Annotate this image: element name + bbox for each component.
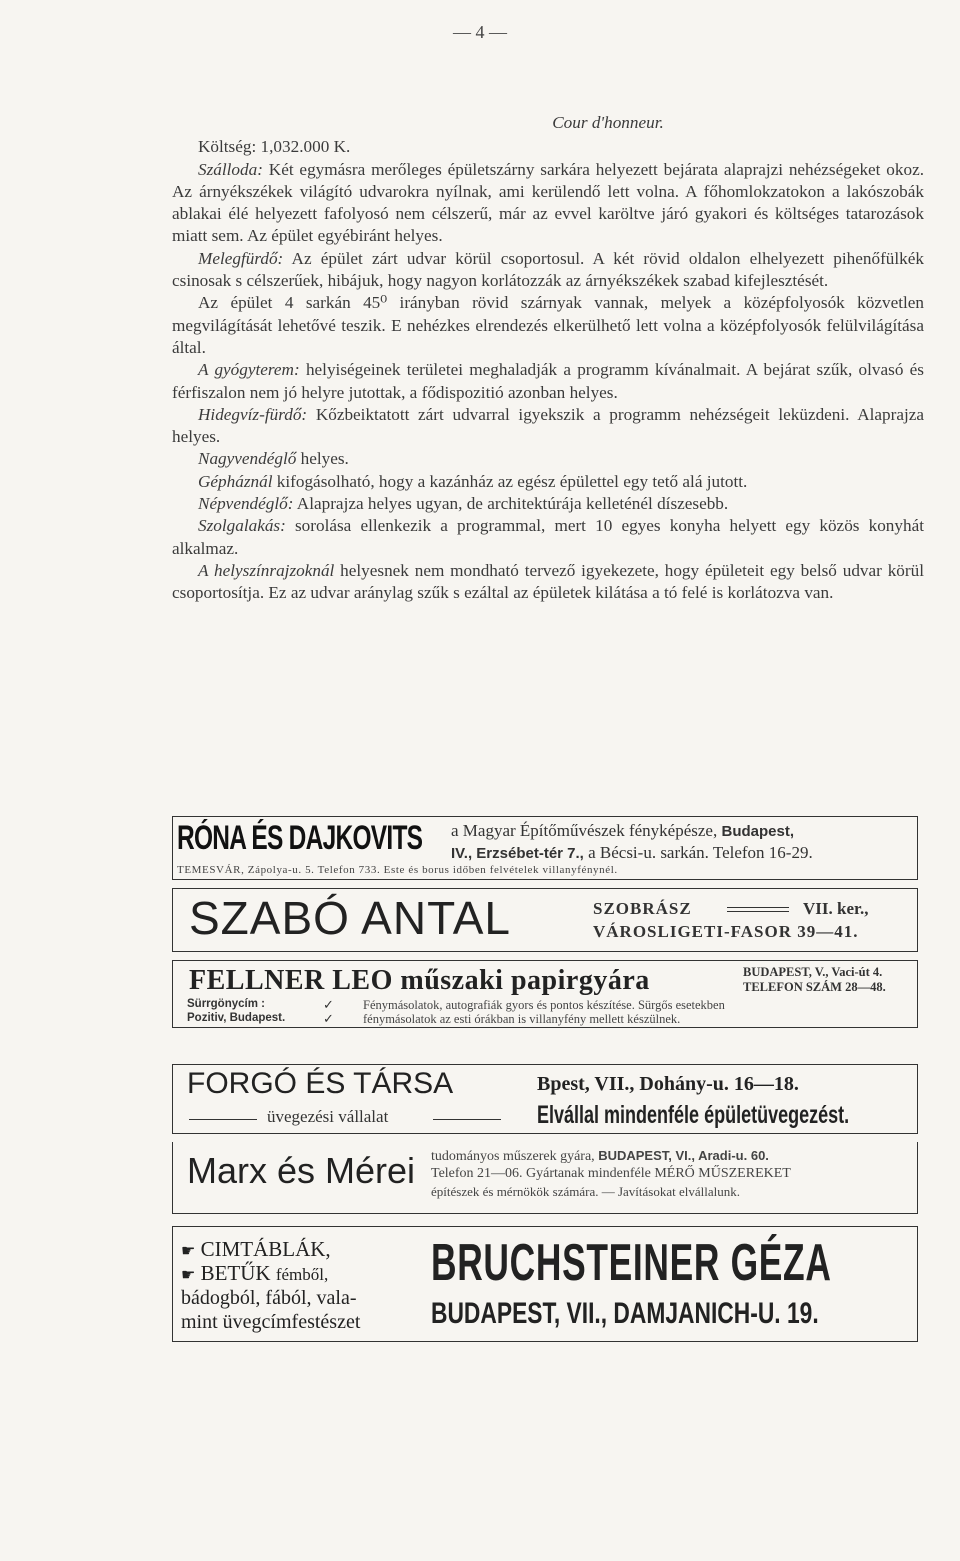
cour-title: Cour d'honneur. [552,113,664,132]
rona-name: RÓNA ÉS DAJKOVITS [177,819,423,857]
bruch-left-2: BETŰK [200,1261,276,1285]
page-number: — 4 — [453,22,507,42]
bruch-address: BUDAPEST, VII., DAMJANICH-U. 19. [431,1297,819,1330]
paragraph-gyogyterem [172,359,924,404]
paragraph-helyszinrajz [172,560,924,605]
article-body [172,112,924,605]
fellner-address: BUDAPEST, V., Vaci-út 4. [743,965,883,979]
szabo-address: VÁROSLIGETI-FASOR 39—41. [593,922,859,941]
szabo-divider [727,907,789,912]
marx-line1: tudományos műszerek gyára, [431,1149,599,1164]
text-nagyvendeglo: helyes. [296,449,349,469]
paragraph-gephaz [172,471,924,493]
bruch-left-2b: fémből, [275,1265,329,1284]
ad-rona-dajkovits [172,816,918,880]
szabo-profession: SZOBRÁSZ [593,899,692,918]
label-szolgalakas: Szolgalakás: [198,516,286,536]
forgo-line-left [189,1119,257,1120]
label-szalloda: Szálloda: [198,159,263,179]
hand-pointer-icon-1: ☛ [181,1243,196,1260]
rona-address: IV., Erzsébet-tér 7., [451,845,584,862]
label-gephaz: Gépháznál [198,471,273,491]
szabo-name: SZABÓ ANTAL [189,892,512,944]
marx-address: BUDAPEST, VI., Aradi-u. 60. [598,1148,769,1163]
rona-line1: a Magyar Építőművészek fényképésze, [451,821,722,840]
forgo-line-right [433,1119,501,1120]
szabo-district: VII. ker., [803,899,869,918]
fellner-check-icon-2: ✓ [323,1011,334,1026]
hand-pointer-icon-2: ☛ [181,1267,196,1284]
text-melegfurdo: Az épület zárt udvar körül csoportosul. A két rövid oldalon elhelyezett pihenőfülkék csinosak s célszerűek, hibájuk, hogy nagyon korlátozzák az árnyékszékek szabad kifejlesztését. [172,248,924,291]
label-gyogyterem: A gyógyterem: [198,360,300,380]
text-helyszinrajz: helyesnek nem mondható tervező igyekezete, hogy épületeit egy belső udvar körül csoportosítja. Ez az udvar aránylag szűk s ezáltal az épületek kilátása a tó felé is korlátozva van. [172,560,924,603]
ad-marx-es-merei [172,1142,918,1214]
paragraph-melegfurdo [172,248,924,293]
bruch-name: BRUCHSTEINER GÉZA [431,1234,832,1292]
ad-szabo-antal [172,888,918,952]
paragraph-nepvendeglo [172,493,924,515]
label-hidegviz: Hidegvíz-fürdő: [198,404,308,424]
text-szolgalakas: sorolása ellenkezik a programmal, mert 10 egyes konyha helyett egy közös konyhát alkalmaz. [172,516,924,558]
forgo-name: FORGÓ ÉS TÁRSA [187,1067,454,1100]
fellner-telegram-label: Sürrgönycím : [187,998,265,1010]
rona-line2: a Bécsi-u. sarkán. Telefon 16-29. [583,843,813,862]
label-melegfurdo: Melegfürdő: [198,248,284,268]
paragraph-szolgalakas [172,515,924,560]
paragraph-nagyvendeglo [172,448,924,470]
rona-city: Budapest, [721,823,794,840]
forgo-subtitle: üvegezési vállalat [267,1107,389,1126]
ad-bruchsteiner-geza [172,1226,918,1342]
text-szalloda: Két egymásra merőleges épületszárny sarkára helyezett bejárata alaprajzi nehézségeket okoz. Az árnyékszékek világító udvarokra nyílnak, ami kerülendő lett volna. A főhomlokzatokon a lakószobák ablakai élé helyezett fafolyosó nem célszerű, már az evvel karöltve járó gyakori és költséges tatarozások miatt sem. Az épület egyébiránt helyes. [172,159,924,246]
label-helyszinrajz: A helyszínrajzoknál [198,560,335,580]
fellner-phone: TELEFON SZÁM 28—48. [743,980,886,994]
rona-line3: TEMESVÁR, Zápolya-u. 5. Telefon 733. Este és borus időben felvételek villanyfénynél. [177,864,618,876]
ad-forgo-es-tarsa [172,1064,918,1134]
fellner-check-icon-1: ✓ [323,997,334,1012]
marx-line3: építészek és mérnökök számára. — Javításokat elvállalunk. [431,1184,741,1199]
paragraph-hidegviz [172,404,924,449]
label-nepvendeglo: Népvendéglő: [198,494,294,514]
paragraph-sarkok: Az épület 4 sarkán 45⁰ irányban rövid szárnyak vannak, melyek a középfolyosók közvetlen megvilágítását lehetővé teszik. E nehézkes elrendezés elkerülhető lett volna a középfolyosók felülvilágítása által. [172,293,924,357]
bruch-left-4: mint üvegcímfestészet [181,1311,361,1333]
text-nepvendeglo: Alaprajza helyes ugyan, de architektúrája kelleténél díszesebb. [293,494,729,514]
forgo-address: Bpest, VII., Dohány-u. 16—18. [537,1073,799,1095]
bruch-left-1: CIMTÁBLÁK, [200,1237,331,1261]
fellner-name: FELLNER LEO [189,965,393,996]
label-nagyvendeglo: Nagyvendéglő [198,449,297,469]
cost-line: Költség: 1,032.000 K. [198,137,351,157]
fellner-text-2: fénymásolatok az esti órákban is villanyfény mellett készülnek. [363,1012,681,1026]
fellner-telegram-address: Pozitiv, Budapest. [187,1012,286,1024]
ad-fellner-leo [172,960,918,1028]
forgo-slogan: Elvállal mindenféle épületüvegezést. [537,1101,850,1129]
bruch-left-3: bádogból, fából, vala- [181,1287,357,1309]
fellner-text-1: Fénymásolatok, autografiák gyors és pontos készítése. Sürgős esetekben [363,998,725,1012]
marx-line2: Telefon 21—06. Gyártanak mindenféle MÉRŐ MŰSZEREKET [431,1166,791,1181]
text-gephaz: kifogásolható, hogy a kazánház az egész épülettel egy tető alá jutott. [272,471,748,491]
fellner-company: műszaki papirgyára [392,965,650,996]
paragraph-szalloda [172,159,924,248]
marx-name: Marx és Mérei [187,1150,416,1191]
text-hidegviz: Kőzbeiktatott zárt udvarral igyekszik a programm nehézségeit leküzdeni. Alaprajza helyes. [172,404,924,447]
text-gyogyterem: helyiségeinek területei meghaladják a programm kívánalmait. A bejárat szűk, olvasó és férfiszalon nem jó helyre jutottak, a fődispozitió azonban helyes. [172,360,924,402]
